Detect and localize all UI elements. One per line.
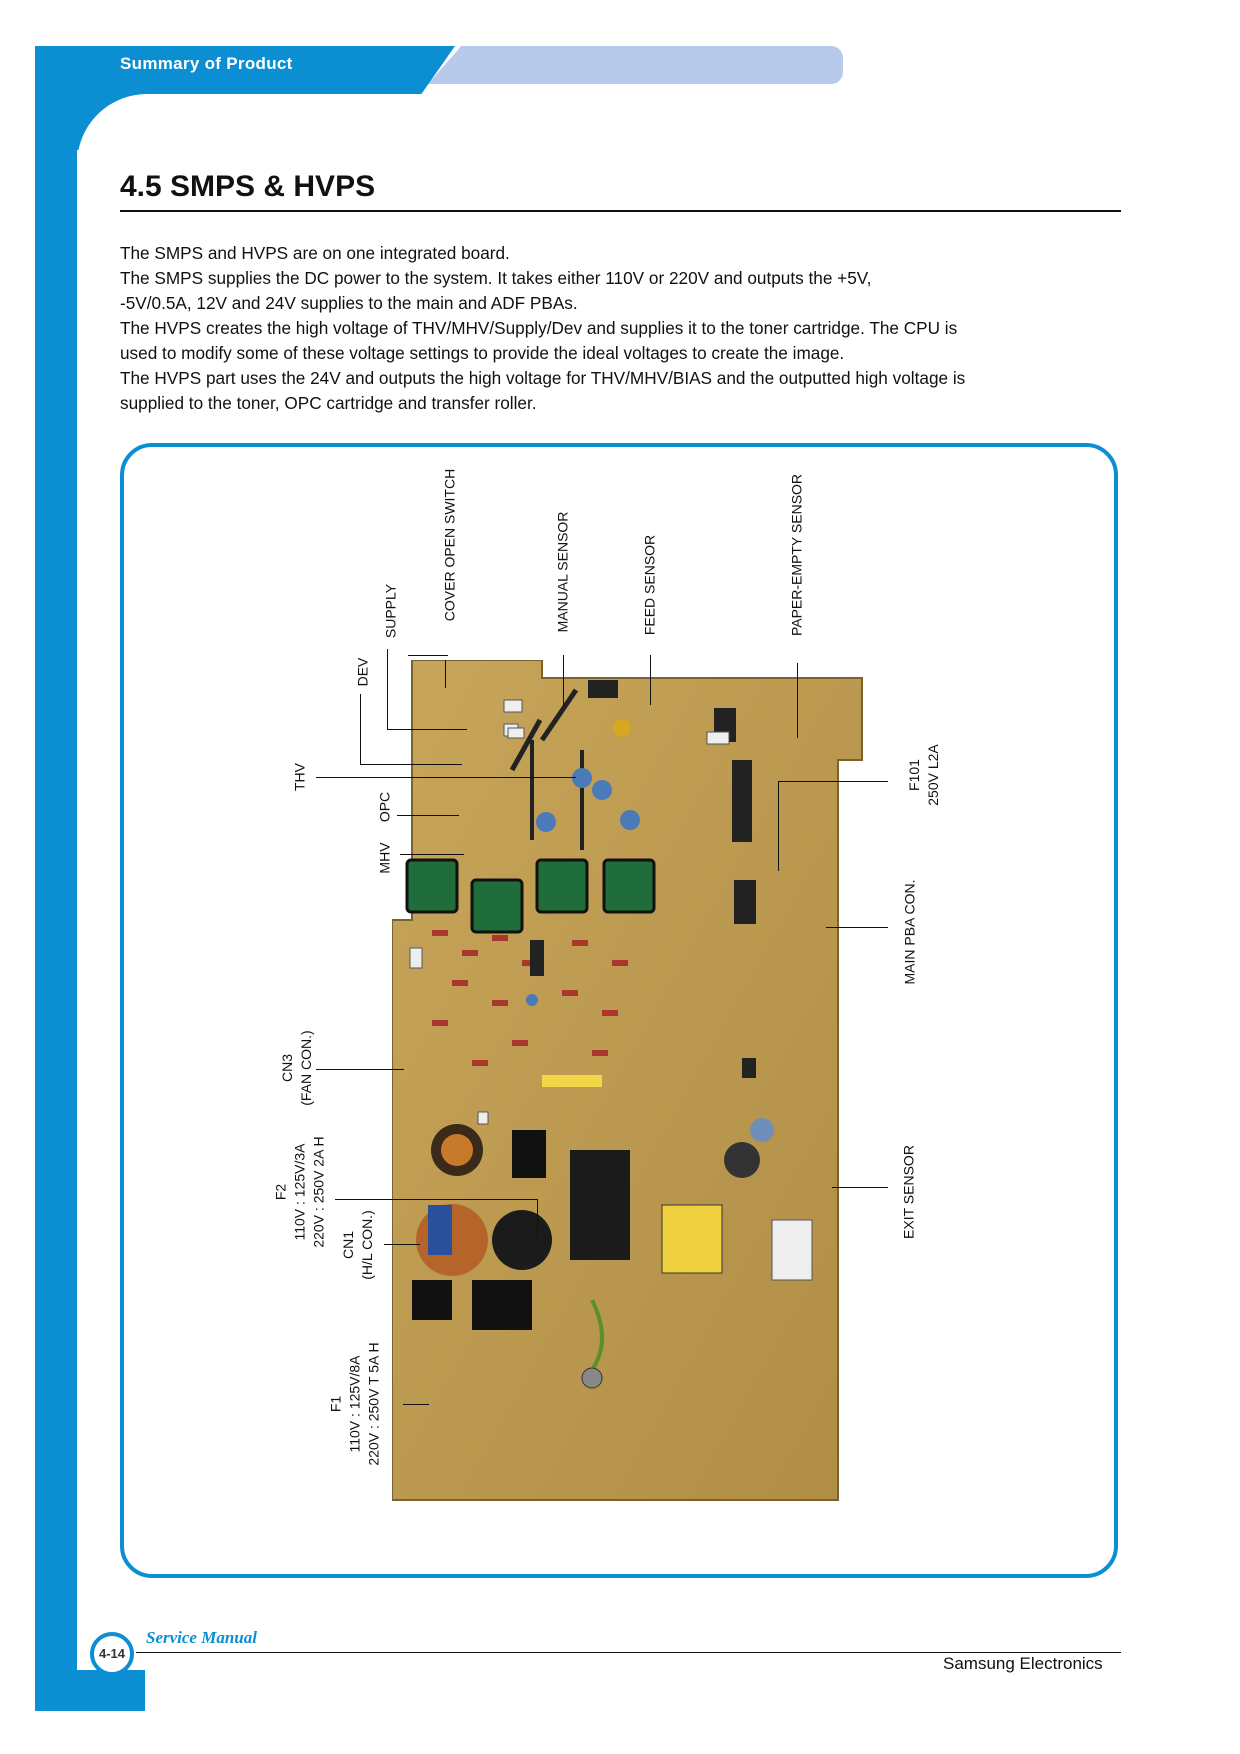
title-rule xyxy=(120,210,1121,212)
label-f2-line2: 110V : 125V/3A xyxy=(291,1143,308,1241)
leader-line xyxy=(387,649,388,729)
leader-line xyxy=(445,660,446,688)
label-cn3-line1: CN3 xyxy=(279,1053,295,1083)
leader-line xyxy=(778,781,779,871)
leader-line xyxy=(335,1199,537,1200)
label-supply: SUPPLY xyxy=(382,583,399,639)
leader-line xyxy=(384,1244,420,1245)
label-f2-line1: F2 xyxy=(272,1183,289,1201)
label-cover-open-switch: COVER OPEN SWITCH xyxy=(441,468,458,622)
label-cn1-line2: (H/L CON.) xyxy=(359,1210,375,1280)
intro-line: The SMPS and HVPS are on one integrated board. xyxy=(120,243,510,263)
leader-line xyxy=(650,655,651,705)
leader-line xyxy=(360,694,361,764)
leader-line xyxy=(397,815,459,816)
section-label: Summary of Product xyxy=(120,54,293,73)
leader-line xyxy=(778,781,888,782)
leader-line xyxy=(387,729,467,730)
label-cn3-line2: (FAN CON.) xyxy=(298,1030,314,1106)
intro-line: supplied to the toner, OPC cartridge and transfer roller. xyxy=(120,393,537,413)
label-f2 xyxy=(272,1136,329,1247)
label-feed-sensor: FEED SENSOR xyxy=(641,534,658,636)
label-f101-line1: F101 xyxy=(906,759,922,791)
intro-line: The SMPS supplies the DC power to the system. It takes either 110V or 220V and outputs the +5V, xyxy=(120,268,872,288)
label-cn1-line1: CN1 xyxy=(340,1230,356,1260)
label-main-pba-con: MAIN PBA CON. xyxy=(901,879,918,985)
intro-line: -5V/0.5A, 12V and 24V supplies to the main and ADF PBAs. xyxy=(120,293,578,313)
leader-line xyxy=(408,655,448,656)
header-tab-light xyxy=(428,46,843,84)
sidebar-footer-band xyxy=(35,1680,145,1711)
service-manual-label: Service Manual xyxy=(146,1628,257,1647)
label-f101-line2: 250V L2A xyxy=(925,744,941,806)
label-f2-line3: 220V : 250V 2A H xyxy=(310,1136,327,1248)
leader-line xyxy=(563,655,564,705)
leader-line xyxy=(832,1187,888,1188)
leader-line xyxy=(826,927,888,928)
leader-line xyxy=(316,1069,404,1070)
label-paper-empty-sensor: PAPER-EMPTY SENSOR xyxy=(788,473,805,637)
label-manual-sensor: MANUAL SENSOR xyxy=(554,511,571,633)
intro-text xyxy=(120,241,1130,416)
label-f1-line1: F1 xyxy=(327,1395,344,1413)
smps-hvps-board-image xyxy=(392,660,866,1510)
label-opc: OPC xyxy=(376,791,393,823)
leader-line xyxy=(360,764,462,765)
leader-line xyxy=(400,854,464,855)
leader-line xyxy=(403,1404,429,1405)
leader-line xyxy=(797,663,798,738)
page-title: 4.5 SMPS & HVPS xyxy=(120,170,376,203)
label-f1-line2: 110V : 125V/8A xyxy=(346,1355,363,1453)
leader-line xyxy=(537,1199,538,1239)
label-f1 xyxy=(327,1342,384,1465)
label-dev: DEV xyxy=(354,657,371,687)
label-cn3 xyxy=(278,1030,316,1105)
page-number: 4-14 xyxy=(98,1646,126,1661)
leader-line xyxy=(316,777,576,778)
intro-line: The HVPS part uses the 24V and outputs the high voltage for THV/MHV/BIAS and the outputted high voltage is xyxy=(120,368,966,388)
label-f1-line3: 220V : 250V T 5A H xyxy=(365,1342,382,1466)
label-exit-sensor: EXIT SENSOR xyxy=(900,1145,917,1239)
intro-line: used to modify some of these voltage settings to provide the ideal voltages to create the image. xyxy=(120,343,845,363)
label-mhv: MHV xyxy=(376,842,393,874)
label-cn1 xyxy=(339,1210,377,1279)
intro-line: The HVPS creates the high voltage of THV/MHV/Supply/Dev and supplies it to the toner cartridge. The CPU is xyxy=(120,318,958,338)
footer-rule xyxy=(136,1652,1121,1653)
company-name: Samsung Electronics xyxy=(943,1654,1103,1673)
label-f101 xyxy=(905,744,943,806)
label-thv: THV xyxy=(291,763,308,791)
